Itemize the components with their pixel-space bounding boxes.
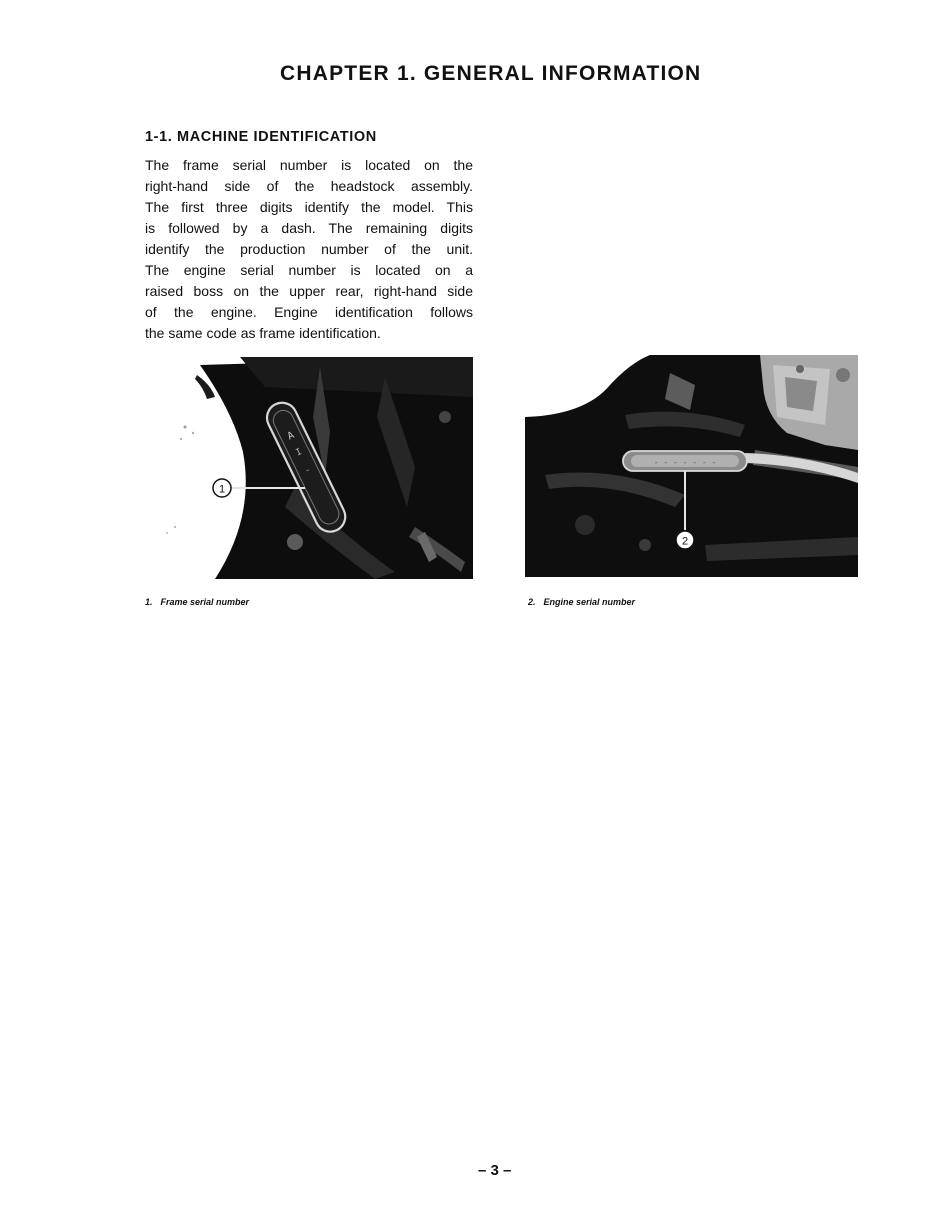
- caption-text: Engine serial number: [543, 597, 636, 607]
- caption-number: 1.: [145, 597, 153, 607]
- body-line: The engine serial number is located on a: [145, 262, 473, 278]
- body-line: The frame serial number is located on the: [145, 157, 473, 173]
- body-line: the same code as frame identification.: [145, 325, 381, 341]
- engine-callout-label: 2: [681, 535, 689, 548]
- frame-photo-illustration: [145, 357, 473, 579]
- page-number: – 3 –: [478, 1162, 512, 1179]
- body-line: of the engine. Engine identification follows: [145, 304, 473, 320]
- body-line: right-hand side of the headstock assembly.: [145, 178, 473, 194]
- engine-photo-caption: [528, 597, 635, 607]
- svg-text:- - - - - - -: - - - - - - -: [653, 458, 717, 467]
- svg-text:-: -: [303, 465, 313, 477]
- body-paragraph: [145, 155, 473, 344]
- frame-photo-caption: [145, 597, 249, 607]
- body-line: is followed by a dash. The remaining digits: [145, 220, 473, 236]
- body-line: identify the production number of the unit.: [145, 241, 473, 257]
- body-line: The first three digits identify the model. This: [145, 199, 473, 215]
- caption-number: 2.: [528, 597, 536, 607]
- frame-serial-photo: [145, 357, 473, 579]
- engine-serial-photo: [525, 355, 858, 577]
- frame-callout-label: 1: [218, 483, 226, 496]
- body-line: raised boss on the upper rear, right-hand side: [145, 283, 473, 299]
- svg-text:I: I: [294, 447, 304, 459]
- chapter-title: CHAPTER 1. GENERAL INFORMATION: [280, 62, 702, 85]
- section-heading: 1-1. MACHINE IDENTIFICATION: [145, 129, 377, 145]
- engine-photo-illustration: [525, 355, 858, 577]
- svg-text:A: A: [285, 429, 297, 443]
- caption-text: Frame serial number: [160, 597, 250, 607]
